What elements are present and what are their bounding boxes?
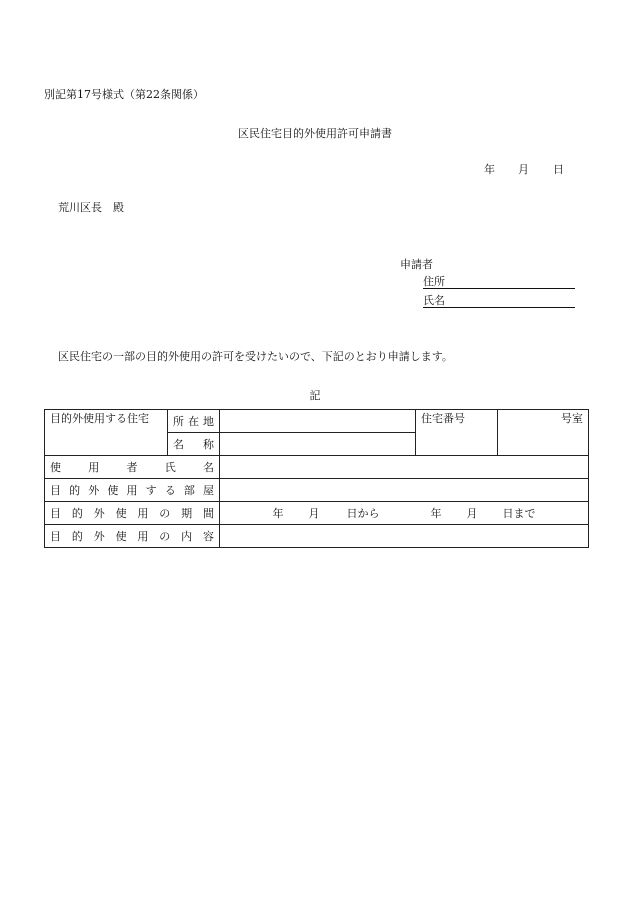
body-text: 区民住宅の一部の目的外使用の許可を受けたいので、下記のとおり申請します。	[58, 350, 453, 363]
date-year-label: 年	[484, 163, 495, 176]
date-month-label: 月	[518, 163, 529, 176]
house-number-label-cell	[416, 410, 498, 456]
applicant-label: 申請者	[400, 258, 433, 271]
building-name-input[interactable]	[220, 433, 416, 456]
form-number: 別記第17号様式（第22条関係）	[44, 88, 204, 101]
period-day-to: 日まで	[502, 507, 536, 520]
content-input[interactable]	[220, 525, 589, 548]
period-year1: 年	[272, 507, 284, 520]
user-name-label: 使用者氏名	[45, 456, 220, 479]
location-label: 所在地	[168, 410, 220, 433]
house-number-label: 住宅番号	[421, 412, 465, 425]
applicant-name-field[interactable]	[423, 292, 575, 308]
room-used-label: 目的外使用する部屋	[45, 479, 220, 502]
address-label: 住所	[423, 275, 445, 288]
period-day-from: 日から	[346, 507, 380, 520]
applicant-address-field[interactable]	[423, 273, 575, 289]
location-input[interactable]	[220, 410, 416, 433]
name-label: 氏名	[423, 294, 445, 307]
period-input[interactable]	[220, 502, 589, 525]
application-table	[44, 409, 589, 548]
housing-label: 目的外使用する住宅	[50, 412, 149, 425]
room-used-input[interactable]	[220, 479, 589, 502]
building-name-label: 名 称	[168, 433, 220, 456]
period-year2: 年	[430, 507, 442, 520]
housing-label-cell	[45, 410, 168, 456]
period-month2: 月	[466, 507, 478, 520]
room-label: 号室	[561, 412, 583, 425]
document-title: 区民住宅目的外使用許可申請書	[238, 127, 392, 140]
user-name-input[interactable]	[220, 456, 589, 479]
content-label: 目的外使用の内容	[45, 525, 220, 548]
period-month1: 月	[308, 507, 320, 520]
room-number-input[interactable]	[498, 410, 589, 456]
period-label: 目的外使用の期間	[45, 502, 220, 525]
ki-heading: 記	[309, 389, 321, 402]
addressee: 荒川区長 殿	[58, 201, 124, 214]
date-day-label: 日	[553, 163, 564, 176]
